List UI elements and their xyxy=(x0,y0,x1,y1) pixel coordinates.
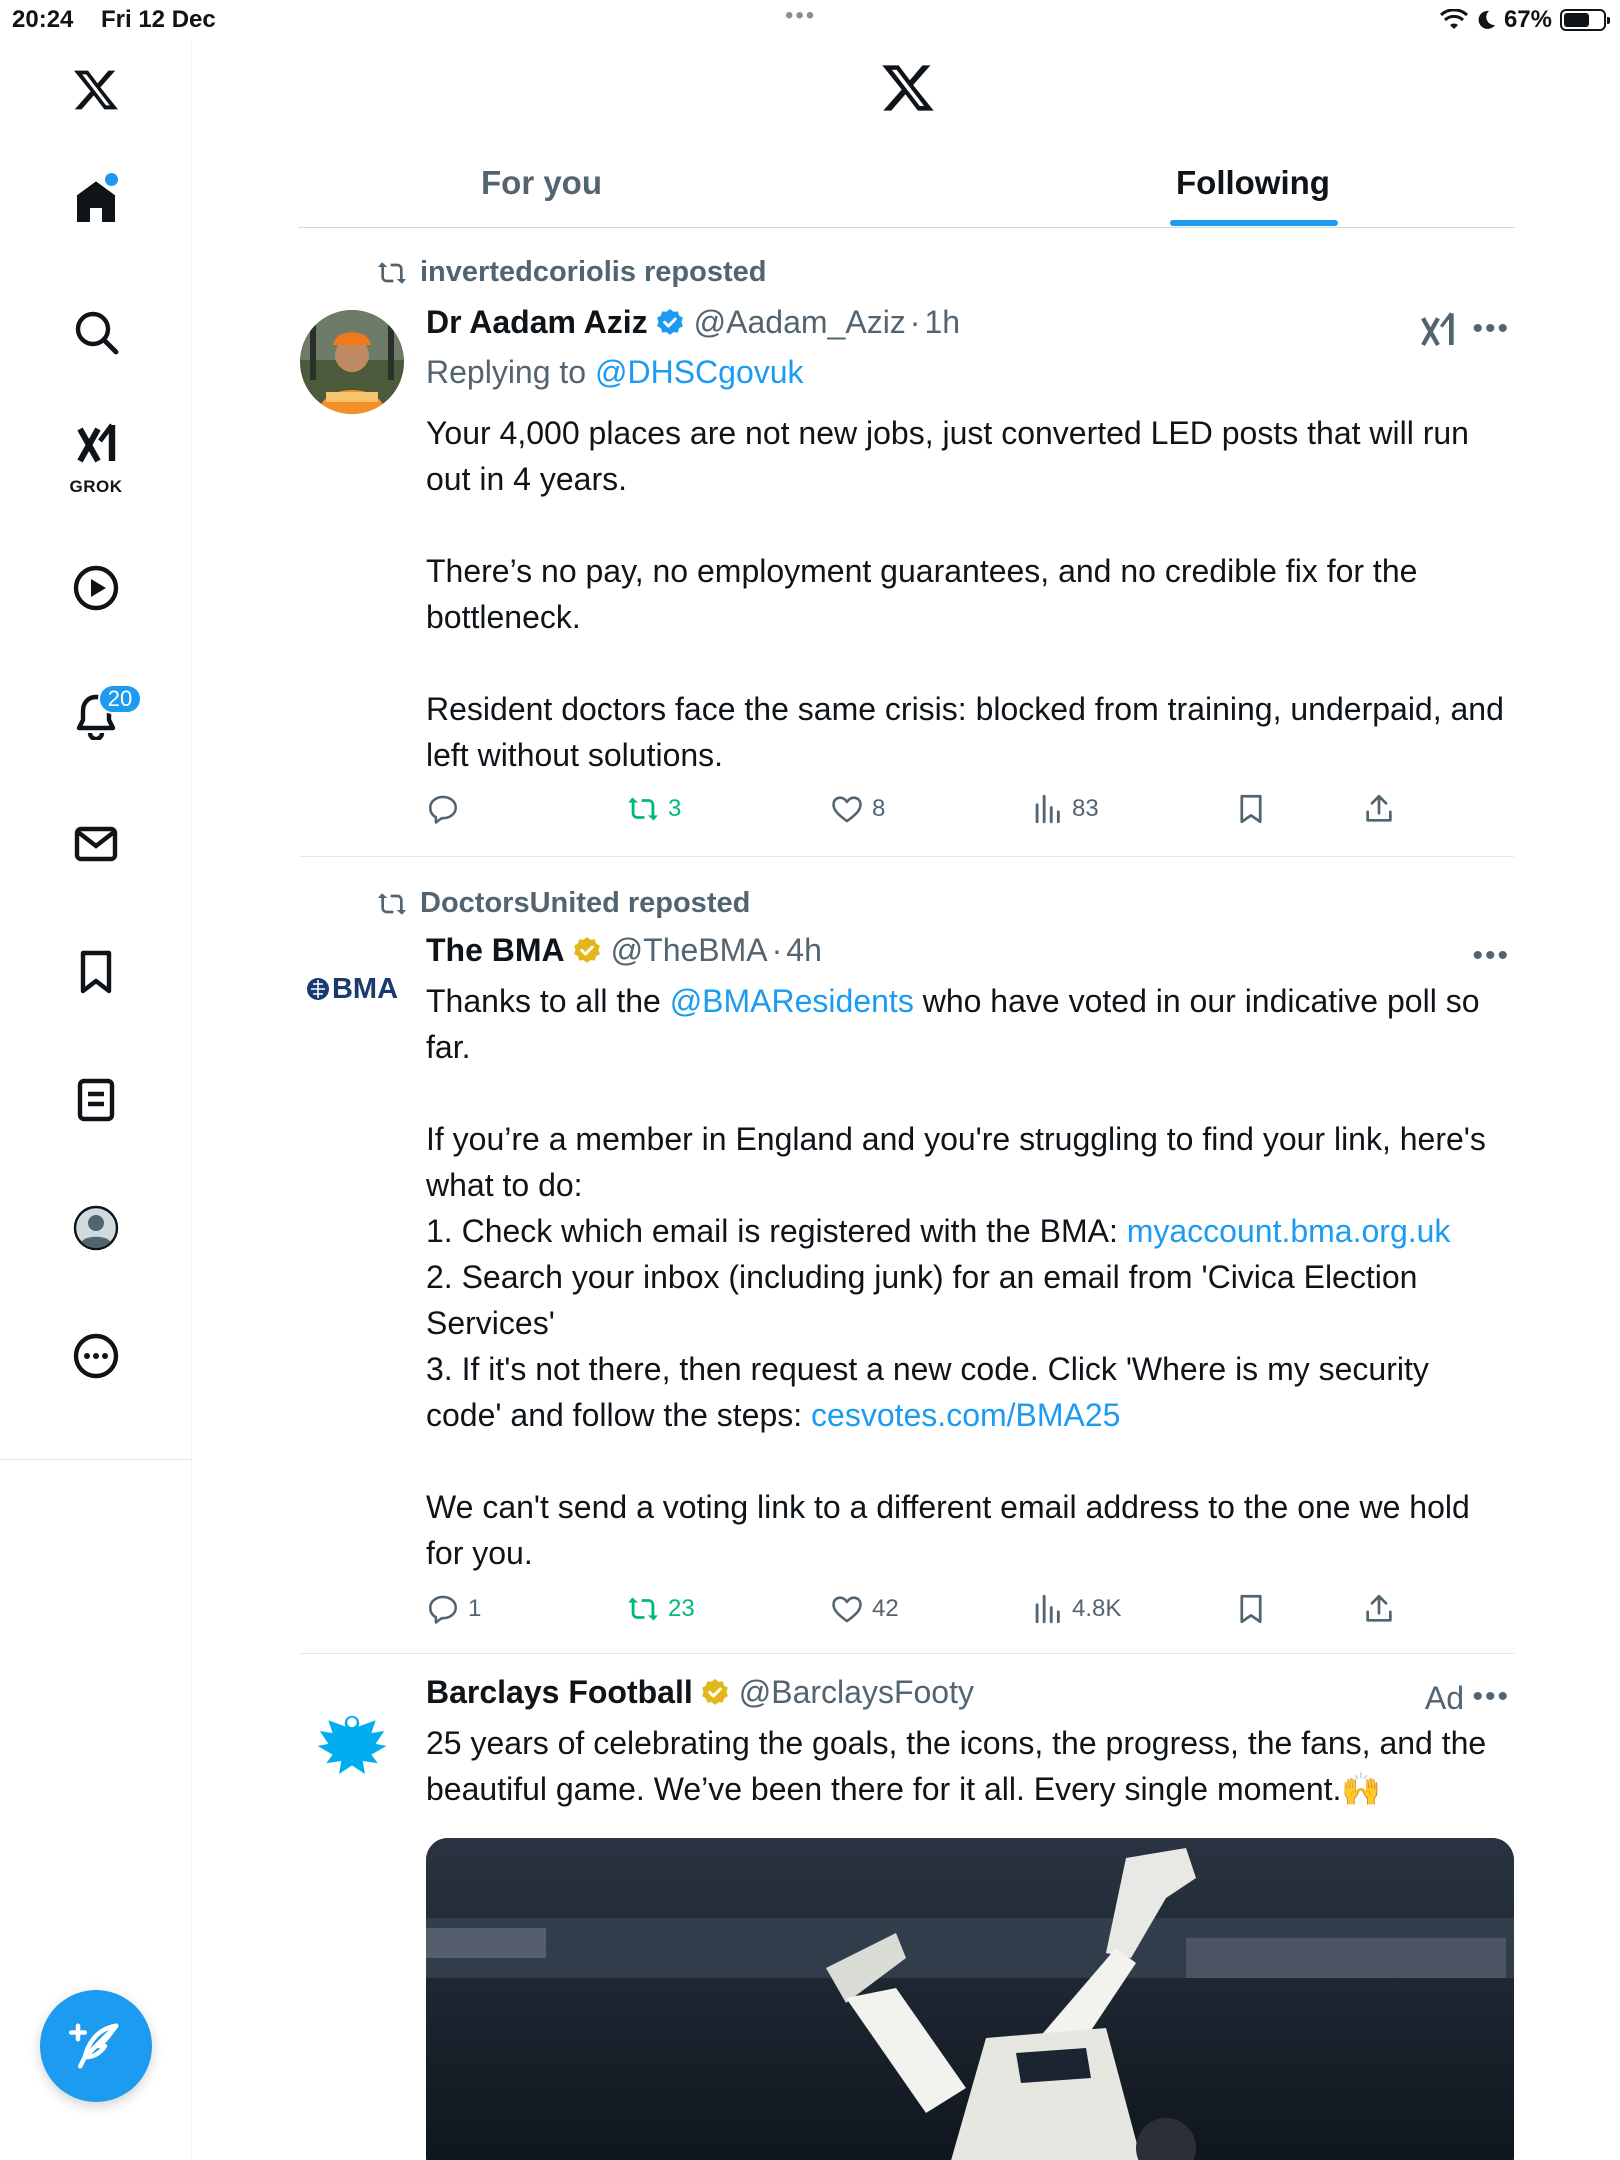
wifi-icon xyxy=(1440,9,1468,31)
share-button[interactable] xyxy=(1362,1592,1396,1626)
status-bar xyxy=(0,0,1620,40)
views-button[interactable]: 4.8K xyxy=(1030,1592,1121,1626)
author-handle[interactable]: @TheBMA xyxy=(610,932,768,968)
views-button[interactable]: 83 xyxy=(1030,792,1099,826)
tweet-time[interactable]: 4h xyxy=(786,932,822,968)
author-handle[interactable]: @BarclaysFooty xyxy=(738,1674,974,1710)
more-options-icon[interactable]: ••• xyxy=(1472,1680,1510,1713)
author-name[interactable]: The BMA xyxy=(426,932,565,968)
reply-button[interactable]: 1 xyxy=(426,1592,481,1626)
football-photo xyxy=(426,1838,1514,2160)
tweet-header: The BMA @TheBMA · 4h xyxy=(426,932,822,968)
repost-context: DoctorsUnited reposted xyxy=(376,887,750,920)
compose-icon xyxy=(69,2019,123,2073)
tweet-header xyxy=(426,1674,974,1711)
reply-icon xyxy=(426,1592,460,1626)
views-icon xyxy=(1030,792,1064,826)
bma-logo-icon xyxy=(306,977,330,1001)
timeline-tabs xyxy=(298,150,1515,228)
like-button[interactable]: 42 xyxy=(830,1592,899,1626)
replying-to: Replying to @DHSCgovuk xyxy=(426,354,804,390)
barclays-eagle-icon xyxy=(309,1703,395,1789)
verified-gold-badge-icon xyxy=(699,1677,731,1709)
list-icon[interactable] xyxy=(56,1060,136,1140)
avatar-text: BMA xyxy=(331,972,399,1005)
views-icon xyxy=(1030,1592,1064,1626)
share-icon xyxy=(1362,1592,1396,1626)
tweet[interactable] xyxy=(300,230,1514,850)
tweet-actions xyxy=(426,792,1514,838)
grok-icon[interactable] xyxy=(1418,310,1458,350)
battery-percent: 67% xyxy=(1503,6,1552,33)
tab-following[interactable]: Following xyxy=(1176,164,1330,201)
bookmark-icon xyxy=(1234,792,1268,826)
profile-icon[interactable] xyxy=(56,1188,136,1268)
tab-for-you[interactable]: For you xyxy=(481,164,602,201)
tweet-text: Thanks to all the @BMAResidents who have voted in our indicative poll so far. If you’re a member in England and you're struggling to find your link, here's what to do: 1. Check which email is registered with the BMA: myaccount.bma.org.uk 2. Search your inbox (including junk) for an email from 'Civica Election Services' 3. If it's not there, then request a new code. Click 'Where is my security code' and follow the steps: cesvotes.com/BMA25 We can't send a voting link to a different email address to the one we hold for you. xyxy=(426,983,1486,1571)
heart-icon xyxy=(830,792,864,826)
repost-icon xyxy=(376,257,408,289)
reply-button[interactable] xyxy=(426,792,468,826)
author-name[interactable]: Dr Aadam Aziz xyxy=(426,304,648,340)
repost-icon xyxy=(626,792,660,826)
tweet[interactable] xyxy=(300,857,1514,1652)
author-handle[interactable]: @Aadam_Aziz xyxy=(693,304,906,340)
repost-button[interactable]: 23 xyxy=(626,1592,695,1626)
ad-label: Ad xyxy=(1424,1680,1464,1716)
x-logo-icon[interactable] xyxy=(880,60,936,116)
bookmark-button[interactable] xyxy=(1234,1592,1268,1626)
mention-link[interactable]: @BMAResidents xyxy=(669,983,914,1019)
mail-icon[interactable] xyxy=(56,804,136,884)
more-icon[interactable] xyxy=(56,1316,136,1396)
mention-link[interactable]: @DHSCgovuk xyxy=(594,354,804,390)
tweet-actions xyxy=(426,1592,1514,1638)
more-options-icon[interactable]: ••• xyxy=(1472,312,1510,345)
notifications-badge: 20 xyxy=(98,684,142,714)
bookmark-icon[interactable] xyxy=(56,932,136,1012)
url-link[interactable]: cesvotes.com/BMA25 xyxy=(811,1397,1121,1433)
x-logo-icon[interactable] xyxy=(56,50,136,130)
grok-icon[interactable] xyxy=(56,412,136,478)
multitasking-dots-icon[interactable]: ••• xyxy=(785,2,817,29)
tweet-text: 25 years of celebrating the goals, the icons, the progress, the fans, and the beautiful game. We’ve been there for it all. Every single moment.🙌 xyxy=(426,1725,1487,1807)
url-link[interactable]: myaccount.bma.org.uk xyxy=(1126,1213,1451,1249)
avatar[interactable] xyxy=(300,937,404,1041)
verified-gold-badge-icon xyxy=(571,935,603,967)
repost-icon xyxy=(376,888,408,920)
tab-active-indicator xyxy=(1170,220,1338,226)
heart-icon xyxy=(830,1592,864,1626)
status-right xyxy=(1440,6,1606,34)
tweet-text: Your 4,000 places are not new jobs, just converted LED posts that will run out in 4 years. There’s no pay, no employment guarantees, and no credible fix for the bottleneck. Resident doctors face the same crisis: blocked from training, underpaid, and left without solutions. xyxy=(426,415,1504,773)
repost-context: invertedcoriolis reposted xyxy=(376,256,767,289)
repost-button[interactable]: 3 xyxy=(626,792,681,826)
grok-label: GROK xyxy=(69,477,123,496)
author-name[interactable]: Barclays Football xyxy=(426,1674,693,1710)
bookmark-icon xyxy=(1234,1592,1268,1626)
avatar[interactable] xyxy=(300,310,404,414)
share-icon xyxy=(1362,792,1396,826)
home-notification-dot xyxy=(105,173,118,186)
promoted-tweet[interactable] xyxy=(300,1654,1514,2160)
repost-icon xyxy=(626,1592,660,1626)
avatar[interactable] xyxy=(300,1694,404,1798)
tweet-media[interactable] xyxy=(426,1838,1514,2160)
reply-icon xyxy=(426,792,460,826)
bookmark-button[interactable] xyxy=(1234,792,1268,826)
status-date: Fri 12 Dec xyxy=(101,6,216,33)
battery-icon xyxy=(1560,9,1606,31)
like-button[interactable]: 8 xyxy=(830,792,885,826)
more-options-icon[interactable]: ••• xyxy=(1472,939,1510,972)
search-icon[interactable] xyxy=(56,292,136,372)
home-icon[interactable] xyxy=(56,162,136,242)
play-icon[interactable] xyxy=(56,548,136,628)
share-button[interactable] xyxy=(1362,792,1396,826)
compose-button[interactable] xyxy=(40,1990,152,2102)
moon-icon xyxy=(1476,9,1496,31)
verified-badge-icon xyxy=(654,307,686,339)
tweet-header: Dr Aadam Aziz @Aadam_Aziz · 1h xyxy=(426,304,961,340)
status-time: 20:24 xyxy=(12,6,74,33)
sidebar-divider xyxy=(0,1459,192,1460)
tweet-time[interactable]: 1h xyxy=(924,304,961,340)
